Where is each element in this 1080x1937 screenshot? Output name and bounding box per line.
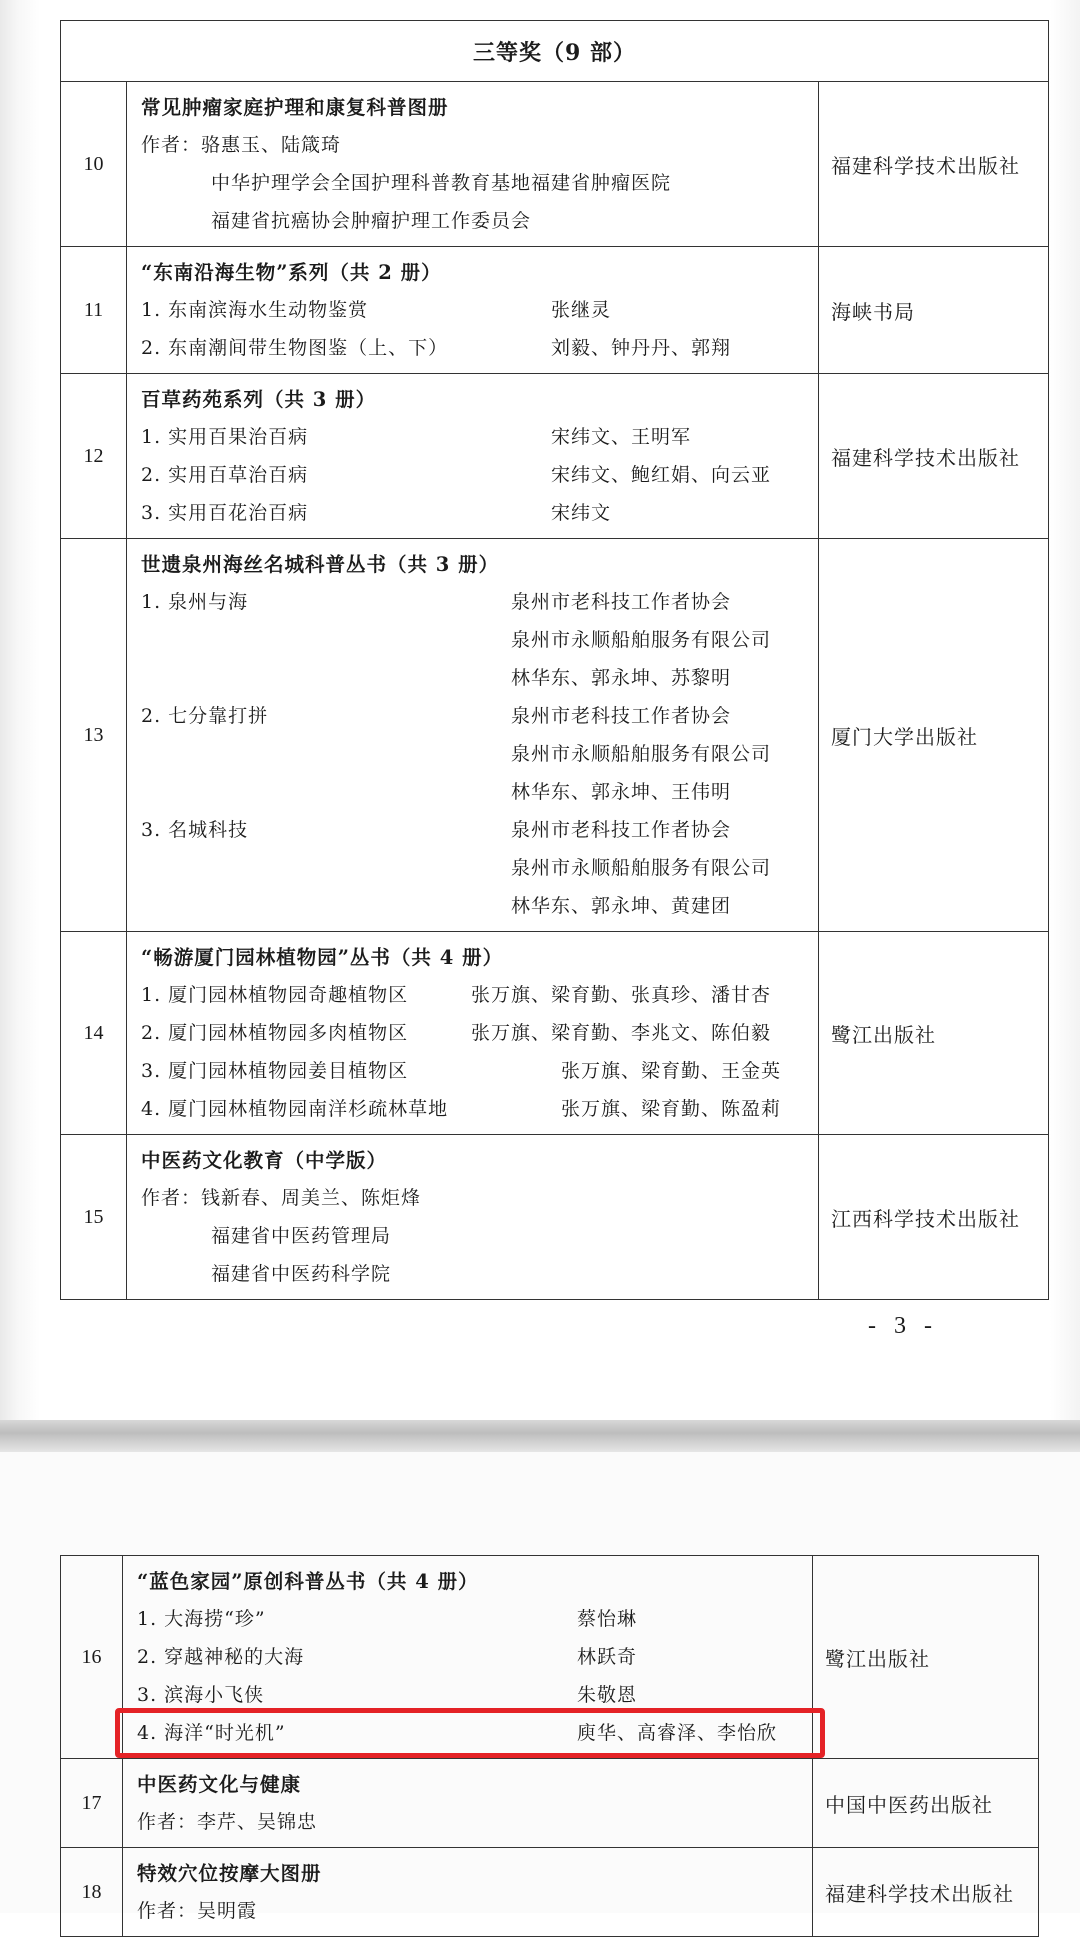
highlight-box <box>115 1708 825 1758</box>
book-line <box>141 456 812 494</box>
entry-number: 10 <box>61 82 127 247</box>
publisher: 中国中医药出版社 <box>813 1759 1039 1848</box>
page-number: - 3 - <box>868 1313 938 1339</box>
book-line <box>141 1014 812 1052</box>
book-name: 3. 名城科技 <box>141 819 249 841</box>
entry-number: 11 <box>61 247 127 374</box>
entry-content <box>127 82 819 247</box>
book-line <box>141 697 812 735</box>
table-row <box>61 1135 1049 1300</box>
award-title: 三等奖（9 部） <box>61 21 1049 82</box>
entry-title: 百草药苑系列（共 3 册） <box>141 388 377 411</box>
publisher: 海峡书局 <box>819 247 1049 374</box>
book-line <box>141 811 812 849</box>
author-line: 作者：李芹、吴锦忠 <box>137 1811 318 1833</box>
book-name: 2. 东南潮间带生物图鉴（上、下） <box>141 337 449 359</box>
publisher: 鹭江出版社 <box>813 1556 1039 1759</box>
page-separator <box>0 1420 1080 1452</box>
book-author: 张万旗、梁育勤、陈盈莉 <box>561 1098 782 1120</box>
entry-title: 世遗泉州海丝名城科普丛书（共 3 册） <box>141 553 500 576</box>
book-line <box>141 735 812 773</box>
book-author: 林华东、郭永坤、王伟明 <box>511 781 732 803</box>
table-row <box>61 82 1049 247</box>
entry-title: 特效穴位按摩大图册 <box>137 1862 322 1885</box>
book-author: 泉州市老科技工作者协会 <box>511 819 732 841</box>
entry-content <box>127 374 819 539</box>
book-author: 张万旗、梁育勤、王金英 <box>561 1060 782 1082</box>
entry-number: 12 <box>61 374 127 539</box>
book-author: 宋纬文、鲍红娟、向云亚 <box>551 464 772 486</box>
table-row <box>61 1759 1039 1848</box>
book-author: 泉州市永顺船舶服务有限公司 <box>511 629 772 651</box>
book-name: 2. 七分靠打拼 <box>141 705 269 727</box>
book-author: 张万旗、梁育勤、李兆文、陈伯毅 <box>471 1022 772 1044</box>
book-line <box>141 1090 812 1128</box>
book-author: 朱敬恩 <box>577 1684 638 1706</box>
book-line <box>141 583 812 621</box>
book-author: 庾华、高睿泽、李怡欣 <box>577 1722 778 1744</box>
table-row <box>61 539 1049 932</box>
book-name: 3. 滨海小飞侠 <box>137 1684 265 1706</box>
book-author: 林华东、郭永坤、苏黎明 <box>511 667 732 689</box>
table-row <box>61 247 1049 374</box>
entry-number: 15 <box>61 1135 127 1300</box>
book-name: 1. 厦门园林植物园奇趣植物区 <box>141 984 409 1006</box>
book-author: 张继灵 <box>551 299 612 321</box>
book-line <box>141 659 812 697</box>
book-name: 1. 东南滨海水生动物鉴赏 <box>141 299 369 321</box>
book-name: 4. 厦门园林植物园南洋杉疏林草地 <box>141 1098 449 1120</box>
entry-title: 中医药文化教育（中学版） <box>141 1149 388 1172</box>
book-line <box>141 1052 812 1090</box>
book-name: 2. 实用百草治百病 <box>141 464 309 486</box>
entry-content <box>127 1135 819 1300</box>
book-line <box>141 418 812 456</box>
book-line <box>137 1600 806 1638</box>
entry-number: 16 <box>61 1556 123 1759</box>
book-author: 宋纬文、王明军 <box>551 426 692 448</box>
entry-number: 18 <box>61 1848 123 1937</box>
table-row <box>61 374 1049 539</box>
book-line <box>141 329 812 367</box>
book-name: 2. 厦门园林植物园多肉植物区 <box>141 1022 409 1044</box>
entry-content <box>127 539 819 932</box>
entry-title: 常见肿瘤家庭护理和康复科普图册 <box>141 96 449 119</box>
entry-number: 17 <box>61 1759 123 1848</box>
book-name: 4. 海洋“时光机” <box>137 1722 286 1744</box>
book-line <box>141 976 812 1014</box>
book-author: 蔡怡琳 <box>577 1608 638 1630</box>
book-author: 泉州市老科技工作者协会 <box>511 591 732 613</box>
book-author: 张万旗、梁育勤、张真珍、潘甘杏 <box>471 984 772 1006</box>
table-row <box>61 1848 1039 1937</box>
entry-content <box>123 1848 813 1937</box>
book-line <box>141 621 812 659</box>
book-author: 刘毅、钟丹丹、郭翔 <box>551 337 732 359</box>
author-line: 中华护理学会全国护理科普教育基地福建省肿瘤医院 <box>211 172 672 194</box>
entry-title: “蓝色家园”原创科普丛书（共 4 册） <box>137 1570 479 1593</box>
entry-title: “东南沿海生物”系列（共 2 册） <box>141 261 442 284</box>
publisher: 福建科学技术出版社 <box>819 374 1049 539</box>
book-line <box>141 773 812 811</box>
book-line <box>141 494 812 532</box>
book-author: 泉州市老科技工作者协会 <box>511 705 732 727</box>
book-author: 林跃奇 <box>577 1646 638 1668</box>
entry-title: 中医药文化与健康 <box>137 1773 302 1796</box>
publisher: 鹭江出版社 <box>819 932 1049 1135</box>
award-header-row <box>61 21 1049 82</box>
author-line: 作者：骆惠玉、陆箴琦 <box>141 134 342 156</box>
entry-title: “畅游厦门园林植物园”丛书（共 4 册） <box>141 946 504 969</box>
publisher: 江西科学技术出版社 <box>819 1135 1049 1300</box>
book-name: 1. 大海捞“珍” <box>137 1608 266 1630</box>
book-author: 泉州市永顺船舶服务有限公司 <box>511 857 772 879</box>
publisher: 福建科学技术出版社 <box>819 82 1049 247</box>
book-line <box>141 887 812 925</box>
book-name: 3. 厦门园林植物园姜目植物区 <box>141 1060 409 1082</box>
author-line: 福建省中医药管理局 <box>211 1225 392 1247</box>
book-author: 泉州市永顺船舶服务有限公司 <box>511 743 772 765</box>
book-name: 1. 实用百果治百病 <box>141 426 309 448</box>
entry-content <box>127 932 819 1135</box>
author-line: 作者：吴明霞 <box>137 1900 258 1922</box>
publisher: 厦门大学出版社 <box>819 539 1049 932</box>
book-author: 林华东、郭永坤、黄建团 <box>511 895 732 917</box>
book-name: 3. 实用百花治百病 <box>141 502 309 524</box>
publisher: 福建科学技术出版社 <box>813 1848 1039 1937</box>
entry-number: 13 <box>61 539 127 932</box>
award-table-third-prize <box>60 20 1049 1300</box>
book-name: 1. 泉州与海 <box>141 591 249 613</box>
book-line <box>141 849 812 887</box>
book-line <box>137 1638 806 1676</box>
entry-content <box>123 1759 813 1848</box>
table-row <box>61 932 1049 1135</box>
book-name: 2. 穿越神秘的大海 <box>137 1646 305 1668</box>
entry-content <box>127 247 819 374</box>
book-author: 宋纬文 <box>551 502 612 524</box>
author-line: 作者：钱新春、周美兰、陈炬烽 <box>141 1187 422 1209</box>
author-line: 福建省中医药科学院 <box>211 1263 392 1285</box>
author-line: 福建省抗癌协会肿瘤护理工作委员会 <box>211 210 532 232</box>
book-line <box>141 291 812 329</box>
entry-number: 14 <box>61 932 127 1135</box>
